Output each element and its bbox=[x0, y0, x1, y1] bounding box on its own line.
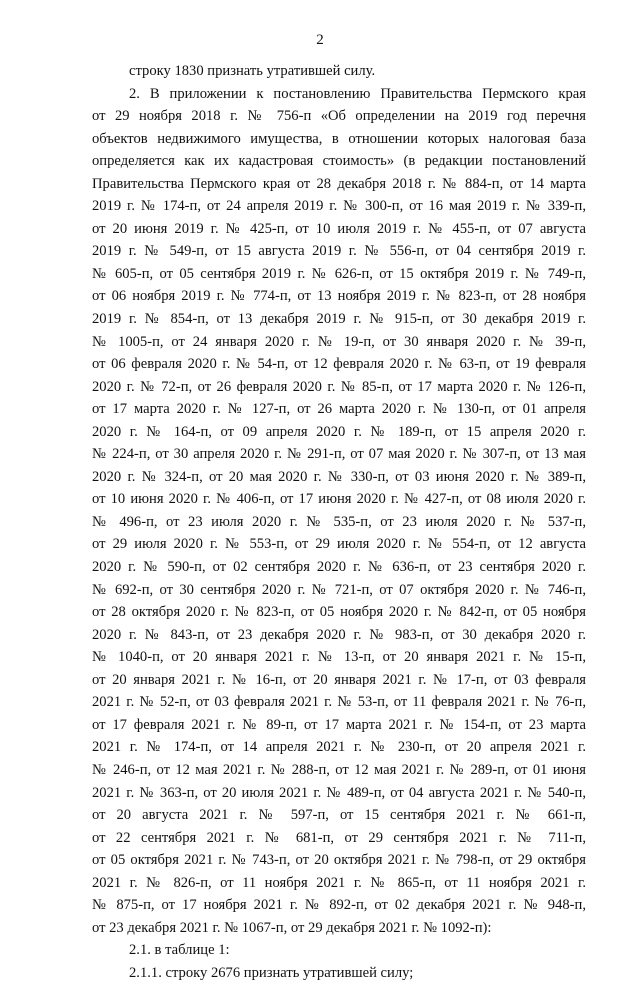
text-line: 2.1. в таблице 1: bbox=[129, 942, 230, 959]
text-line: 2020 г. № 72-п, от 26 февраля 2020 г. № 85-п, от 17 марта 2020 г. № 126-п, bbox=[92, 378, 586, 395]
text-line: № 224-п, от 30 апреля 2020 г. № 291-п, от 07 мая 2020 г. № 307-п, от 13 мая bbox=[92, 446, 586, 463]
text-line: от 17 февраля 2021 г. № 89-п, от 17 марта 2021 г. № 154-п, от 23 марта bbox=[92, 716, 586, 733]
text-line: от 22 сентября 2021 г. № 681-п, от 29 сентября 2021 г. № 711-п, bbox=[92, 829, 586, 846]
text-line: от 06 февраля 2020 г. № 54-п, от 12 февраля 2020 г. № 63-п, от 19 февраля bbox=[92, 356, 586, 373]
text-line: № 1005-п, от 24 января 2020 г. № 19-п, от 30 января 2020 г. № 39-п, bbox=[92, 333, 586, 350]
text-line: от 05 октября 2021 г. № 743-п, от 20 октября 2021 г. № 798-п, от 29 октября bbox=[92, 852, 586, 869]
text-line: от 20 января 2021 г. № 16-п, от 20 января 2021 г. № 17-п, от 03 февраля bbox=[92, 671, 586, 688]
text-line: 2020 г. № 843-п, от 23 декабря 2020 г. № 983-п, от 30 декабря 2020 г. bbox=[92, 626, 586, 643]
text-line: № 605-п, от 05 сентября 2019 г. № 626-п, от 15 октября 2019 г. № 749-п, bbox=[92, 265, 586, 282]
text-line: 2021 г. № 363-п, от 20 июля 2021 г. № 489-п, от 04 августа 2021 г. № 540-п, bbox=[92, 784, 586, 801]
text-line: от 23 декабря 2021 г. № 1067-п, от 29 декабря 2021 г. № 1092-п): bbox=[92, 919, 492, 936]
text-line: 2020 г. № 590-п, от 02 сентября 2020 г. № 636-п, от 23 сентября 2020 г. bbox=[92, 559, 586, 576]
text-line: от 20 июня 2019 г. № 425-п, от 10 июля 2019 г. № 455-п, от 07 августа bbox=[92, 220, 586, 237]
text-line: № 1040-п, от 20 января 2021 г. № 13-п, от 20 января 2021 г. № 15-п, bbox=[92, 649, 586, 666]
page-number: 2 bbox=[316, 32, 324, 48]
text-line: 2020 г. № 324-п, от 20 мая 2020 г. № 330-п, от 03 июня 2020 г. № 389-п, bbox=[92, 468, 586, 485]
text-line: от 06 ноября 2019 г. № 774-п, от 13 ноября 2019 г. № 823-п, от 28 ноября bbox=[92, 288, 586, 305]
text-line: от 29 июля 2020 г. № 553-п, от 29 июля 2020 г. № 554-п, от 12 августа bbox=[92, 536, 586, 553]
text-line: 2021 г. № 174-п, от 14 апреля 2021 г. № 230-п, от 20 апреля 2021 г. bbox=[92, 739, 586, 756]
text-line: от 28 октября 2020 г. № 823-п, от 05 ноября 2020 г. № 842-п, от 05 ноября bbox=[92, 604, 586, 621]
text-line: от 17 марта 2020 г. № 127-п, от 26 марта 2020 г. № 130-п, от 01 апреля bbox=[92, 401, 586, 418]
text-line: 2.1.1. строку 2676 признать утратившей силу; bbox=[129, 964, 414, 981]
document-body bbox=[92, 60, 586, 984]
text-line: 2020 г. № 164-п, от 09 апреля 2020 г. № 189-п, от 15 апреля 2020 г. bbox=[92, 423, 586, 440]
text-line: 2019 г. № 549-п, от 15 августа 2019 г. № 556-п, от 04 сентября 2019 г. bbox=[92, 243, 586, 260]
text-line: 2021 г. № 826-п, от 11 ноября 2021 г. № 865-п, от 11 ноября 2021 г. bbox=[92, 874, 586, 891]
text-line: № 246-п, от 12 мая 2021 г. № 288-п, от 12 мая 2021 г. № 289-п, от 01 июня bbox=[92, 761, 586, 778]
text-line: Правительства Пермского края от 28 декабря 2018 г. № 884-п, от 14 марта bbox=[92, 175, 586, 192]
text-line: 2021 г. № 52-п, от 03 февраля 2021 г. № 53-п, от 11 февраля 2021 г. № 76-п, bbox=[92, 694, 586, 711]
text-line: 2019 г. № 854-п, от 13 декабря 2019 г. № 915-п, от 30 декабря 2019 г. bbox=[92, 311, 586, 328]
text-line: 2. В приложении к постановлению Правительства Пермского края bbox=[129, 85, 586, 102]
text-line: № 692-п, от 30 сентября 2020 г. № 721-п, от 07 октября 2020 г. № 746-п, bbox=[92, 581, 586, 598]
text-line: № 875-п, от 17 ноября 2021 г. № 892-п, от 02 декабря 2021 г. № 948-п, bbox=[92, 897, 586, 914]
text-line: строку 1830 признать утратившей силу. bbox=[129, 63, 376, 79]
text-line: от 20 августа 2021 г. № 597-п, от 15 сентября 2021 г. № 661-п, bbox=[92, 807, 586, 824]
text-line: от 29 ноября 2018 г. № 756-п «Об определении на 2019 год перечня bbox=[92, 108, 586, 125]
text-line: № 496-п, от 23 июля 2020 г. № 535-п, от 23 июля 2020 г. № 537-п, bbox=[92, 513, 586, 530]
text-line: определяется как их кадастровая стоимость» (в редакции постановлений bbox=[92, 153, 586, 170]
text-line: объектов недвижимого имущества, в отношении которых налоговая база bbox=[92, 130, 586, 147]
text-line: от 10 июня 2020 г. № 406-п, от 17 июня 2020 г. № 427-п, от 08 июля 2020 г. bbox=[92, 491, 586, 508]
text-line: 2019 г. № 174-п, от 24 апреля 2019 г. № 300-п, от 16 мая 2019 г. № 339-п, bbox=[92, 198, 586, 215]
